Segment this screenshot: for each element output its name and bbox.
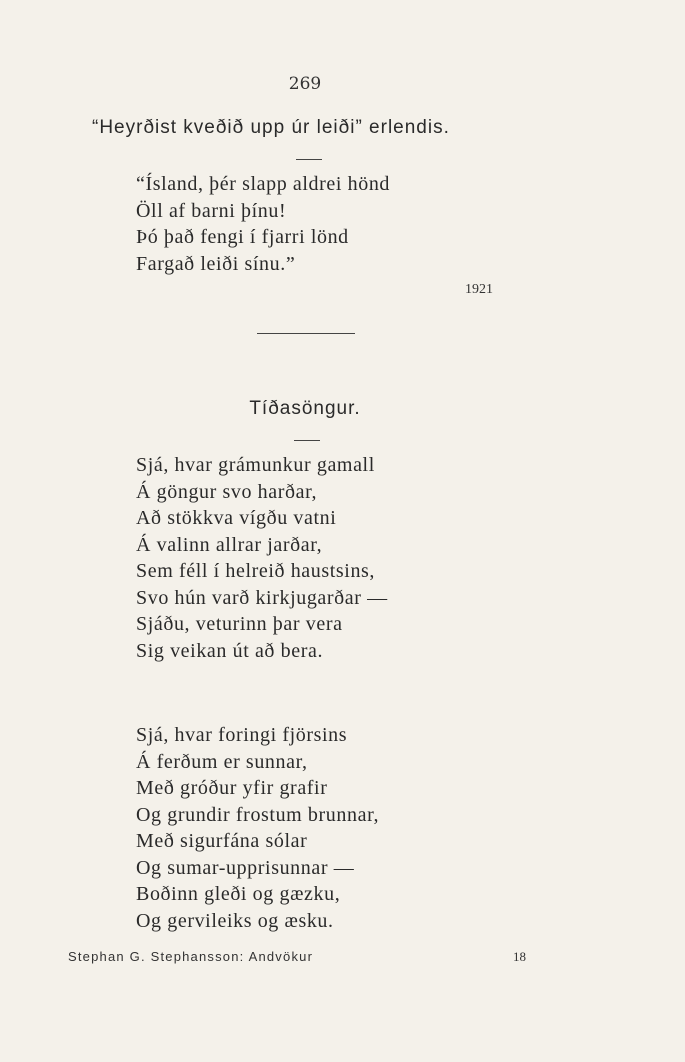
poem-title-tidasongur: Tíðasöngur. bbox=[249, 398, 361, 419]
verse-line: Þó það fengi í fjarri lönd bbox=[136, 226, 349, 248]
verse-line: Fargað leiði sínu.” bbox=[136, 252, 296, 275]
verse-line: Sem féll í helreið haustsins, bbox=[136, 560, 376, 582]
poem-title-heyrdist: “Heyrðist kveðið upp úr leiði” erlendis. bbox=[92, 117, 450, 138]
verse-line: Og gervileiks og æsku. bbox=[136, 909, 334, 932]
verse-line: Öll af barni þínu! bbox=[136, 199, 287, 222]
verse-line: Sig veikan út að bera. bbox=[136, 639, 324, 662]
verse-line: Svo hún varð kirkjugarðar — bbox=[136, 586, 388, 609]
verse-line: Sjáðu, veturinn þar vera bbox=[136, 613, 343, 635]
section-divider bbox=[294, 440, 320, 441]
verse-line: Að stökkva vígðu vatni bbox=[136, 507, 337, 529]
stanza-gramunkur bbox=[136, 452, 388, 664]
verse-line: Með gróður yfir grafir bbox=[136, 777, 328, 799]
verse-line: Sjá, hvar grámunkur gamall bbox=[136, 454, 375, 476]
verse-line: Og grundir frostum brunnar, bbox=[136, 803, 380, 826]
page-number: 269 bbox=[288, 74, 322, 94]
verse-line: Á ferðum er sunnar, bbox=[136, 750, 308, 773]
footer-signature-mark: 18 bbox=[513, 949, 526, 964]
verse-line: Á göngur svo harðar, bbox=[136, 480, 318, 503]
verse-line: Og sumar-upprisunnar — bbox=[136, 856, 355, 879]
verse-line: Sjá, hvar foringi fjörsins bbox=[136, 724, 348, 746]
verse-line: Með sigurfána sólar bbox=[136, 830, 308, 852]
verse-line: Boðinn gleði og gæzku, bbox=[136, 883, 341, 905]
stanza-foringi bbox=[136, 722, 379, 934]
poem-year: 1921 bbox=[465, 282, 493, 297]
footer-author-work: Stephan G. Stephansson: Andvökur bbox=[68, 949, 314, 964]
verse-line: “Ísland, þér slapp aldrei hönd bbox=[136, 173, 391, 195]
section-divider bbox=[296, 159, 322, 160]
stanza-island bbox=[136, 171, 390, 277]
poem-separator-rule bbox=[257, 333, 355, 334]
verse-line: Á valinn allrar jarðar, bbox=[136, 533, 323, 556]
